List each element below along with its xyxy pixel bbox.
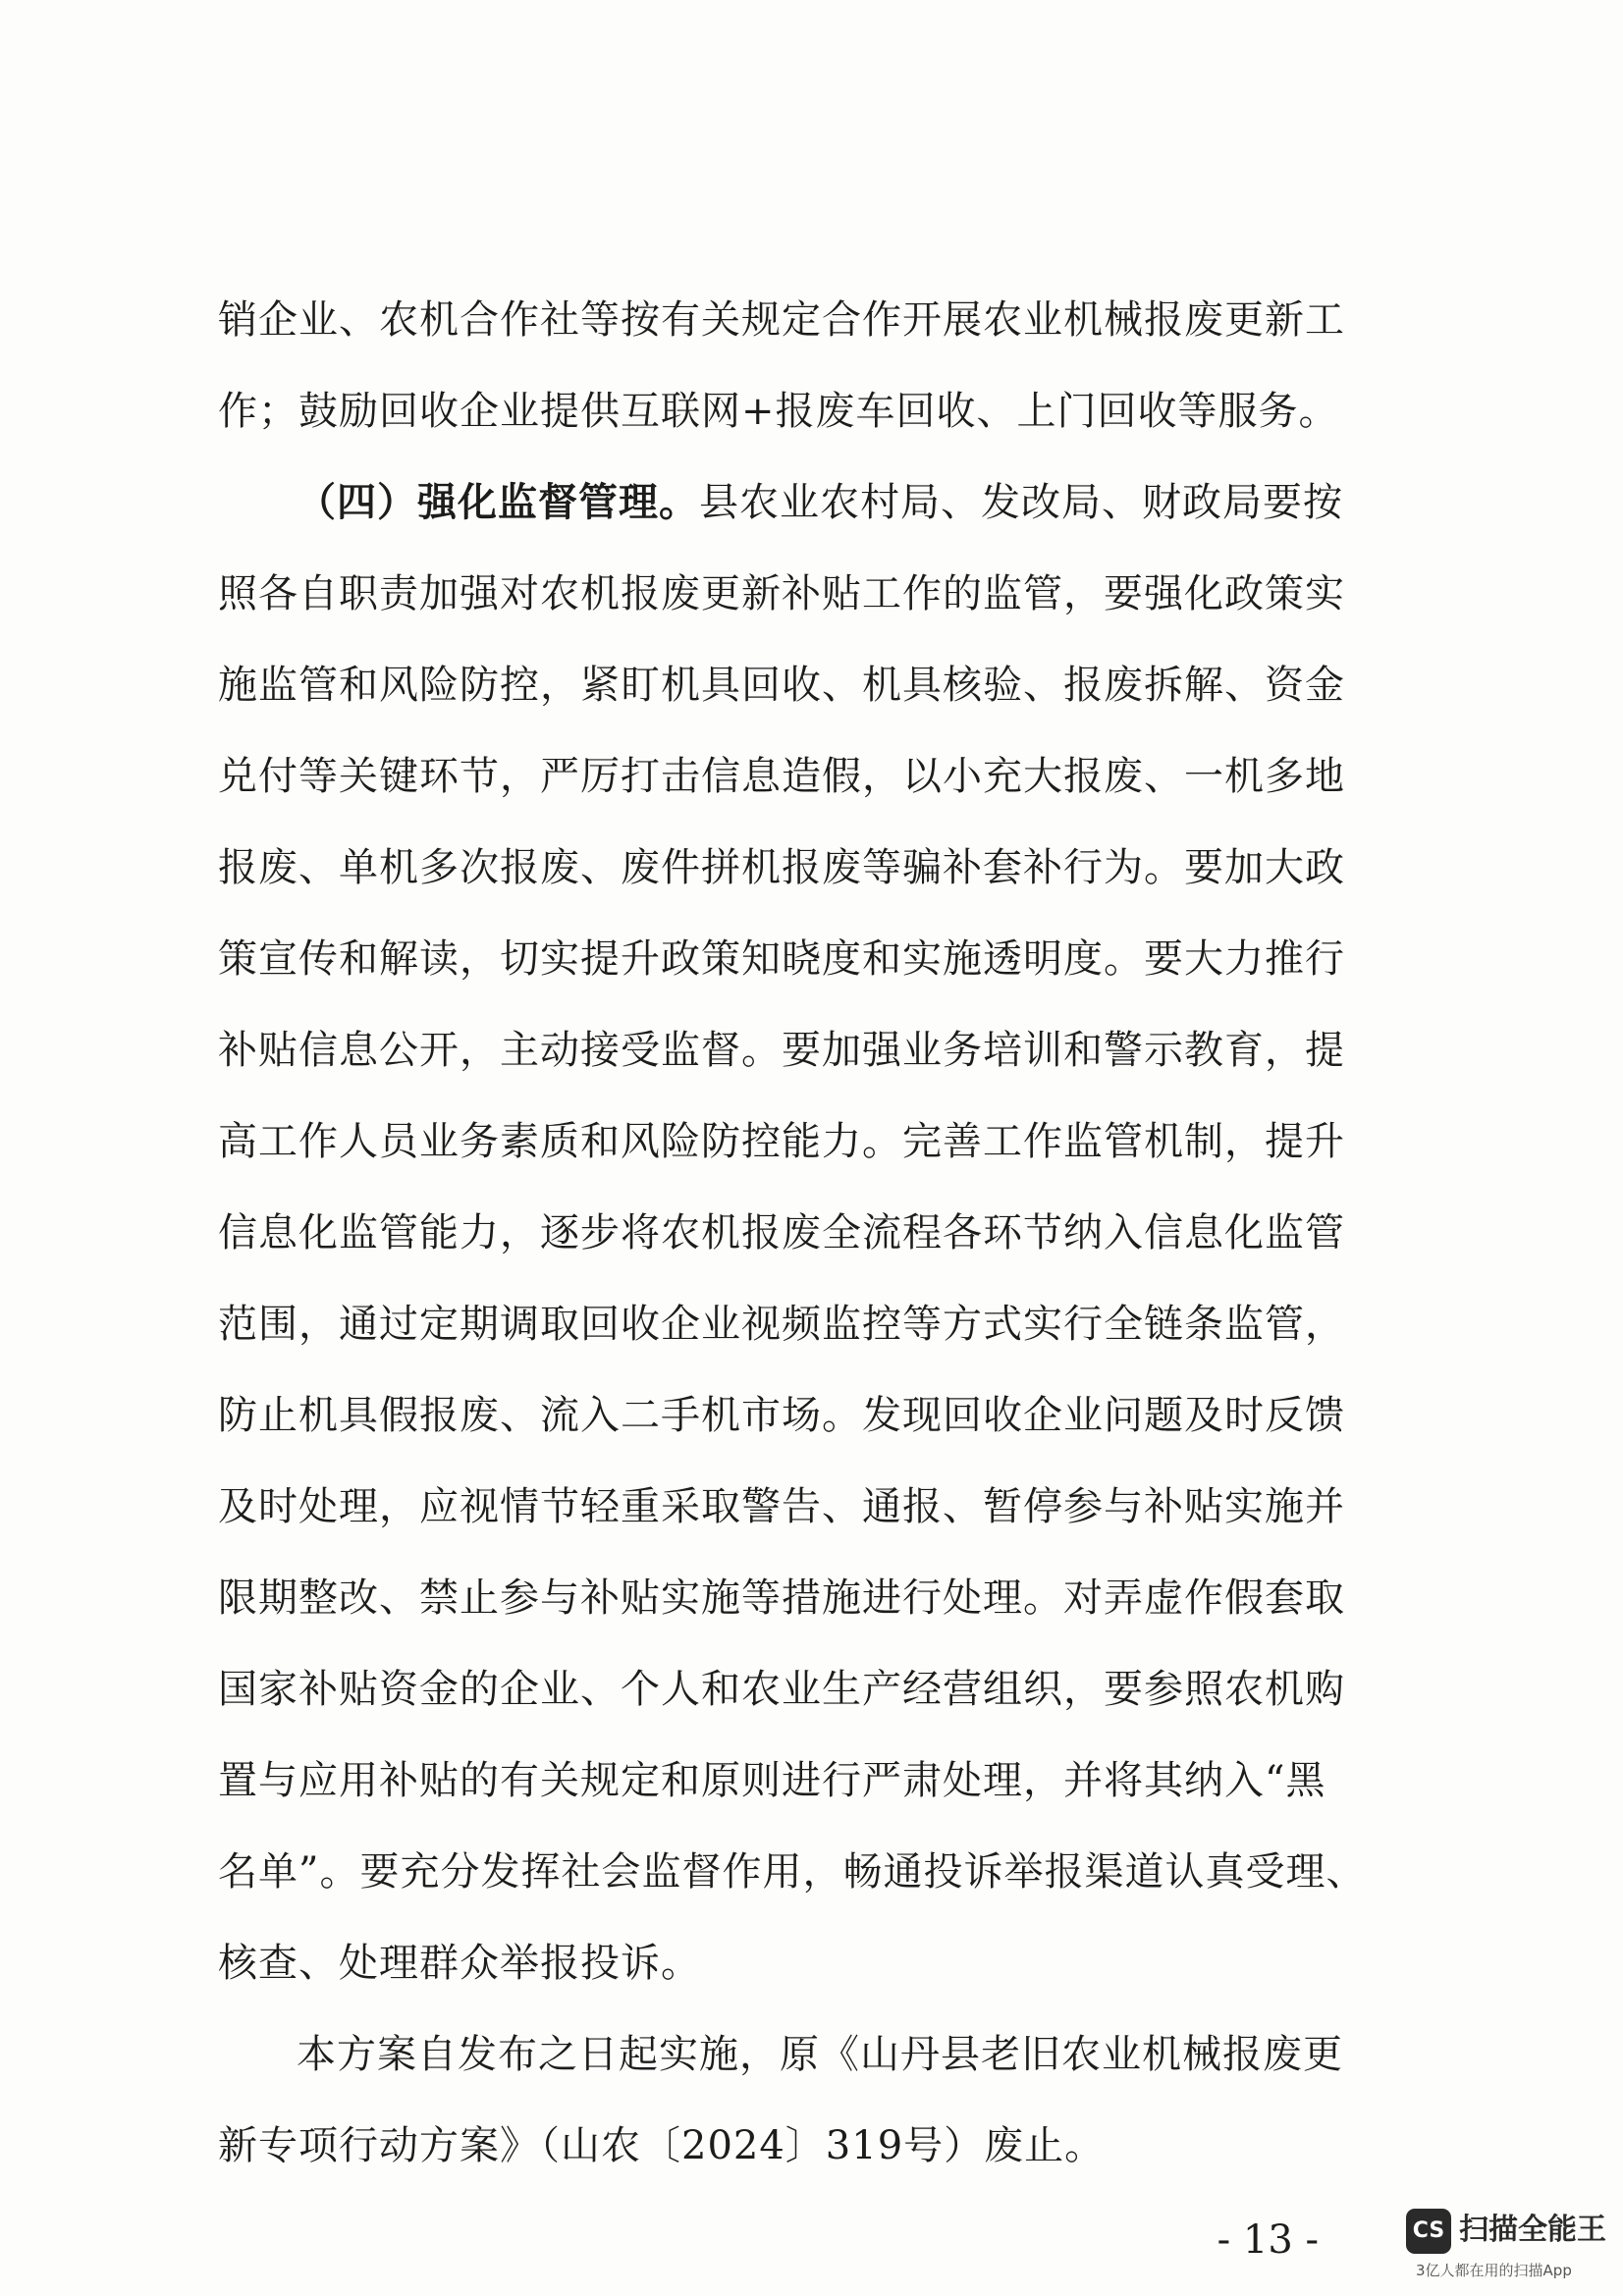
body-line-16: 国家补贴资金的企业、个人和农业生产经营组织，要参照农机购 xyxy=(218,1667,1345,1712)
body-line-8: 策宣传和解读，切实提升政策知晓度和实施透明度。要大力推行 xyxy=(218,936,1345,982)
section-heading: （四）强化监督管理。 xyxy=(297,479,699,525)
body-line-20: 本方案自发布之日起实施，原《山丹县老旧农业机械报废更 xyxy=(297,2032,1343,2077)
body-line-12: 范围，通过定期调取回收企业视频监控等方式实行全链条监管， xyxy=(218,1302,1345,1347)
body-line-11: 信息化监管能力，逐步将农机报废全流程各环节纳入信息化监管 xyxy=(218,1210,1345,1255)
body-line-10: 高工作人员业务素质和风险防控能力。完善工作监管机制，提升 xyxy=(218,1119,1345,1164)
body-line-7: 报废、单机多次报废、废件拼机报废等骗补套补行为。要加大政 xyxy=(218,845,1345,890)
body-line-18: 名单”。要充分发挥社会监督作用，畅通投诉举报渠道认真受理、 xyxy=(218,1849,1367,1895)
scanner-tagline: 3亿人都在用的扫描App xyxy=(1416,2262,1572,2279)
body-line-5: 施监管和风险防控，紧盯机具回收、机具核验、报废拆解、资金 xyxy=(218,663,1345,708)
scanner-app-name: 扫描全能王 xyxy=(1459,2213,1606,2247)
body-line-14: 及时处理，应视情节轻重采取警告、通报、暂停参与补贴实施并 xyxy=(218,1484,1345,1529)
body-line-15: 限期整改、禁止参与补贴实施等措施进行处理。对弄虚作假套取 xyxy=(218,1575,1345,1621)
body-line-13: 防止机具假报废、流入二手机市场。发现回收企业问题及时反馈 xyxy=(218,1393,1345,1438)
body-line-2: 作；鼓励回收企业提供互联网+报废车回收、上门回收等服务。 xyxy=(218,389,1339,434)
paragraph-4-first-line xyxy=(297,475,1343,530)
body-line-1: 销企业、农机合作社等按有关规定合作开展农业机械报废更新工 xyxy=(218,297,1345,343)
scanner-watermark xyxy=(1404,2207,1606,2285)
body-line-4: 照各自职责加强对农机报废更新补贴工作的监管，要强化政策实 xyxy=(218,571,1345,616)
body-line-21: 新专项行动方案》（山农〔2024〕319号）废止。 xyxy=(218,2123,1106,2168)
body-line-19: 核查、处理群众举报投诉。 xyxy=(218,1941,701,1986)
body-line-6: 兑付等关键环节，严厉打击信息造假，以小充大报废、一机多地 xyxy=(218,754,1345,799)
page-number: - 13 - xyxy=(1217,2217,1319,2263)
body-line-17: 置与应用补贴的有关规定和原则进行严肃处理，并将其纳入“黑 xyxy=(218,1758,1326,1803)
body-line-9: 补贴信息公开，主动接受监督。要加强业务培训和警示教育，提 xyxy=(218,1028,1345,1073)
scanner-logo-icon: CS xyxy=(1406,2209,1451,2254)
body-line-3: 县农业农村局、发改局、财政局要按 xyxy=(699,480,1343,525)
